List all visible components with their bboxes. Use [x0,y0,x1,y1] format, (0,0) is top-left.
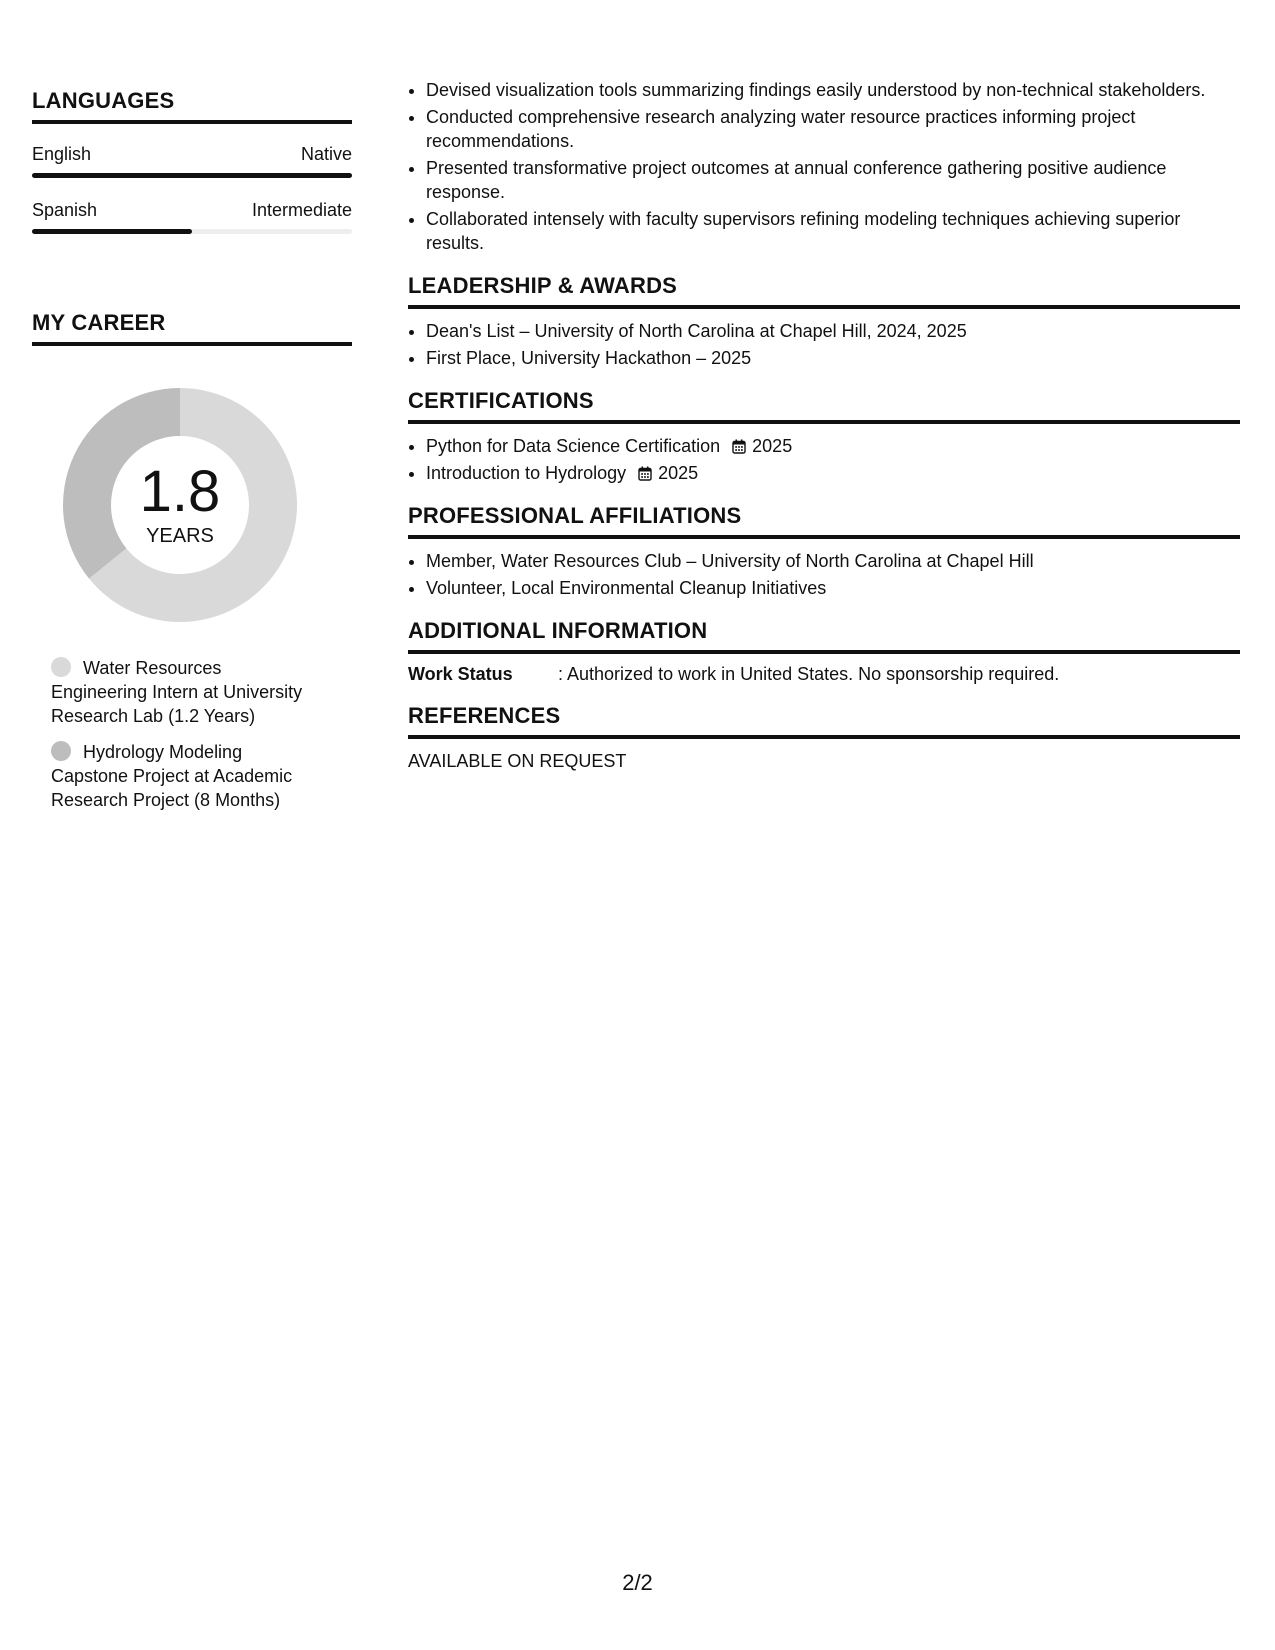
certification-name: Introduction to Hydrology [426,463,627,483]
career-section [32,310,352,812]
experience-bullet: • Presented transformative project outcomes at annual conference gathering positive audience response. [426,156,1240,204]
affiliation-item: • Member, Water Resources Club – University of North Carolina at Chapel Hill [426,549,1240,573]
additional-info-section [408,618,1240,685]
career-legend-label: Water Resources Engineering Intern at University Research Lab (1.2 Years) [51,658,303,726]
certification-item [426,461,1240,485]
certification-year: 2025 [752,436,793,456]
page-number: 2/2 [622,1570,653,1595]
language-proficiency-fill [32,173,352,178]
certification-year: 2025 [658,463,699,483]
language-item [32,144,352,178]
legend-dot [51,657,71,677]
additional-info-heading: ADDITIONAL INFORMATION [408,618,1240,654]
references-text: AVAILABLE ON REQUEST [408,751,627,771]
references-heading: REFERENCES [408,703,1240,739]
references-section [408,703,1240,772]
work-status-value: : Authorized to work in United States. No sponsorship required. [558,664,1060,684]
affiliations-heading: PROFESSIONAL AFFILIATIONS [408,503,1240,539]
experience-bullet: • Collaborated intensely with faculty supervisors refining modeling techniques achieving superior results. [426,207,1240,255]
certification-name: Python for Data Science Certification [426,436,721,456]
experience-bullet: • Devised visualization tools summarizing findings easily understood by non-technical stakeholders. [426,78,1240,102]
affiliations-section [408,503,1240,600]
experience-bullet: • Conducted comprehensive research analyzing water resource practices informing project recommendations. [426,105,1240,153]
leadership-heading: LEADERSHIP & AWARDS [408,273,1240,309]
career-legend-item [51,656,321,728]
calendar-icon [732,439,746,454]
leadership-section [408,273,1240,370]
language-level: Native [300,144,352,164]
experience-bullets [408,78,1240,255]
career-legend-item [51,740,321,812]
career-legend [51,656,321,812]
language-proficiency-bar [32,173,352,178]
career-heading: MY CAREER [32,310,352,346]
certifications-heading: CERTIFICATIONS [408,388,1240,424]
legend-dot [51,741,71,761]
right-column [408,78,1240,772]
leadership-item: • Dean's List – University of North Carolina at Chapel Hill, 2024, 2025 [426,319,1240,343]
certifications-section [408,388,1240,485]
languages-section [32,88,352,234]
languages-heading: LANGUAGES [32,88,352,124]
career-donut-chart [55,380,305,630]
donut-center [55,380,305,630]
language-proficiency-fill [32,229,192,234]
language-name: English [32,144,92,164]
career-total-unit: YEARS [146,524,214,547]
language-level: Intermediate [251,200,352,220]
work-status-row [408,664,1240,685]
calendar-icon [638,466,652,481]
language-item [32,200,352,234]
affiliation-item: • Volunteer, Local Environmental Cleanup Initiatives [426,576,1240,600]
language-name: Spanish [32,200,98,220]
language-proficiency-bar [32,229,352,234]
left-column [32,88,352,824]
certification-item [426,434,1240,458]
work-status-label: Work Status [408,664,513,684]
leadership-item: • First Place, University Hackathon – 2025 [426,346,1240,370]
career-total-value: 1.8 [139,458,221,524]
career-legend-label: Hydrology Modeling Capstone Project at Academic Research Project (8 Months) [51,742,293,810]
